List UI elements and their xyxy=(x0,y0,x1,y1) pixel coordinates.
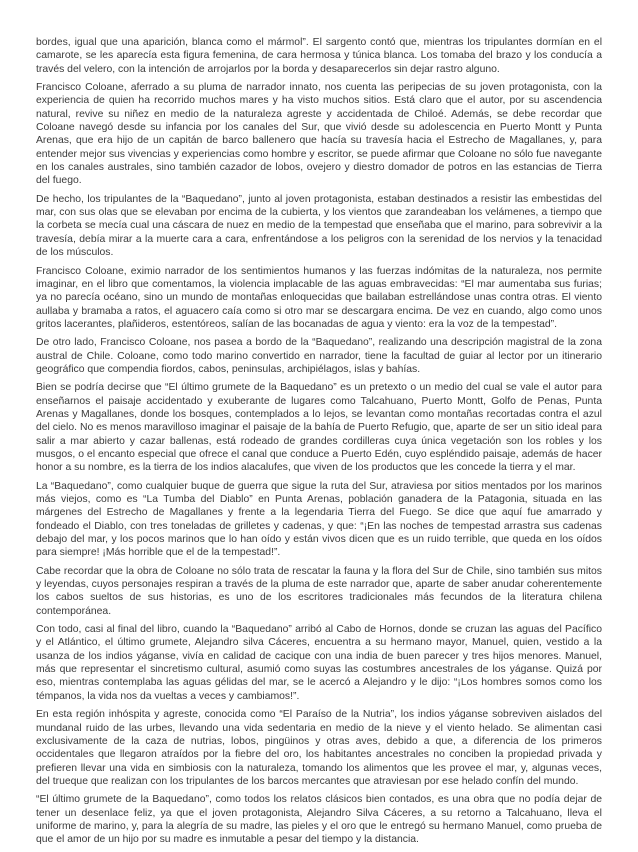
paragraph: De otro lado, Francisco Coloane, nos pasea a bordo de la “Baquedano”, realizando una descripción magistral de la zona austral de Chile. Coloane, como todo marino convertido en narrador, tiene la facultad de guiar al lector por un itinerario geográfico que compendia fiordos, cabos, peninsulas, archipiélagos, islas y bahías. xyxy=(36,337,602,375)
paragraph: La “Baquedano”, como cualquier buque de guerra que sigue la ruta del Sur, atraviesa por sitios mentados por los marinos más viejos, como es “La Tumba del Diablo” en Punta Arenas, población ganadera de la Patagonia, situada en las márgenes del Estrecho de Magallanes y frente a la legendaria Tierra del Fuego. Se dice que aquí fue amarrado y fondeado el Diablo, con tres toneladas de grilletes y cadenas, y que: “¡En las noches de tempestad arrastra sus cadenas debajo del mar, y los pocos marinos que lo han oído y están vivos dicen que es un ruido terrible, que queda en los oídos para siempre! ¡Más horrible que el de la tempestad!”. xyxy=(36,480,602,559)
document-page xyxy=(36,36,602,852)
paragraph: “El último grumete de la Baquedano”, como todos los relatos clásicos bien contados, es una obra que no podía dejar de tener un desenlace feliz, ya que el joven protagonista, Alejandro Silva Cáceres, a su retorno a Talcahuano, lleva el uniforme de marino, y, para la alegría de su madre, las pieles y el oro que le entregó su hermano Manuel, como prueba de que el amor de un hijo por su madre es inmutable a pesar del tiempo y la distancia. xyxy=(36,794,602,846)
paragraph: Cabe recordar que la obra de Coloane no sólo trata de rescatar la fauna y la flora del Sur de Chile, sino también sus mitos y leyendas, cuyos personajes respiran a través de la pluma de este narrador que, aparte de saber anudar coherentemente los cabos sueltos de sus historias, es uno de los escritores tradicionales más fecundos de la literatura chilena contemporánea. xyxy=(36,565,602,617)
paragraph: Bien se podría decirse que “El último grumete de la Baquedano” es un pretexto o un medio del cual se vale el autor para enseñarnos el paisaje accidentado y exuberante de lugares como Talcahuano, Puerto Montt, Golfo de Penas, Punta Arenas y Magallanes, donde los bosques, contemplados a lo lejos, se levantan como montañas recortadas contra el azul del cielo. No es menos maravilloso imaginar el paisaje de la bahía de Puerto Refugio, que, aparte de ser un sitio ideal para salir a mar abierto y cazar ballenas, está rodeado de grandes cordilleras cuya única vegetación son los robles y los musgos, o el encanto especial que ofrece el canal que conduce a Puerto Edén, cuyo espléndido paisaje, además de hacer honor a su nombre, es la tierra de los indios alacalufes, que viven de los productos que les concede la tierra y el mar. xyxy=(36,382,602,474)
paragraph: bordes, igual que una aparición, blanca como el mármol”. El sargento contó que, mientras los tripulantes dormían en el camarote, se les aparecía esta figura femenina, de cara hermosa y túnica blanca. Los tomaba del brazo y los conducía a través del velero, con la intención de arrojarlos por la borda y desaparecerlos sin dejar rastro alguno. xyxy=(36,37,602,75)
paragraph: Con todo, casi al final del libro, cuando la “Baquedano” arribó al Cabo de Hornos, donde se cruzan las aguas del Pacífico y el Atlántico, el último grumete, Alejandro silva Cáceres, encuentra a su hermano mayor, Manuel, quien, vestido a la usanza de los indios yáganse, vivía en calidad de cacique con una india de buen parecer y tres hijos menores. Manuel, más que representar el sincretismo cultural, asumió como suyas las costumbres ancestrales de los yáganse. Quizá por eso, mientras contemplaba las aguas gélidas del mar, se le acercó a Alejandro y le dijo: “¡Los hombres somos como los témpanos, la vida nos da vueltas a veces y cambiamos!”. xyxy=(36,624,602,702)
paragraph: En esta región inhóspita y agreste, conocida como “El Paraíso de la Nutria”, los indios yáganse sobreviven aislados del mundanal ruido de las urbes, llevando una vida sedentaria en medio de la nieve y el viento helado. Se alimentan casi exclusivamente de la caza de nutrias, lobos, pingüinos y otras aves, debido a que, a diferencia de los primeros occidentales que llegaron atraídos por la fiebre del oro, los habitantes ancestrales no conciben la propiedad privada y prefieren llevar una vida en simbiosis con la naturaleza, tomando los alimentos que les provee el mar, y, algunas veces, del trueque que realizan con los tripulantes de los barcos mercantes que atraviesan por ese helado confín del mundo. xyxy=(36,709,602,787)
paragraph: Francisco Coloane, aferrado a su pluma de narrador innato, nos cuenta las peripecias de su joven protagonista, con la experiencia de quien ha recorrido muchos mares y ha visto muchos sitios. Está claro que el autor, por su ascendencia natural, revive su niñez en medio de la naturaleza agreste y accidentada de Chiloé. Además, se debe recordar que Coloane navegó desde su infancia por los canales del Sur, que vivió desde su adolescencia en Puerto Montt y Punta Arenas, que era hijo de un capitán de barco ballenero que hacía su travesía hacia el Estrecho de Magallanes, y, para entender mejor sus vivencias y experiencias como hombre y escritor, se puede afirmar que Coloane no sólo fue navegante en los canales australes, sino también cazador de lobos, ovejero y diestro domador de potros en las estancias de Tierra del fuego. xyxy=(36,82,602,187)
paragraph: De hecho, los tripulantes de la “Baquedano”, junto al joven protagonista, estaban destinados a resistir las embestidas del mar, con sus olas que se elevaban por encima de la cubierta, y los vientos que zarandeaban los velámenes, a tiempo que la corbeta se mecía cual una cáscara de nuez en medio de la tempestad que enseñaba que el marino, para sobrevivir a la travesía, debía mirar a la muerte cara a cara, enfrentándose a los peligros con la serenidad de los nervios y la tenacidad de los músculos. xyxy=(36,193,602,259)
paragraph: Francisco Coloane, eximio narrador de los sentimientos humanos y las fuerzas indómitas de la naturaleza, nos permite imaginar, en el libro que comentamos, la violencia implacable de las aguas embravecidas: “El mar aumentaba sus furias; ya no parecía océano, sino un mundo de montañas enloquecidas que bailaban estrellándose unas contra otras. El viento aullaba y bramaba a ratos, el aguacero caía como si otro mar se descargara encima. De vez en cuando, algo como unos gritos lacerantes, plañideros, estentóreos, salían de las bocanadas de agua y viento: era la voz de la tempestad”. xyxy=(36,265,602,330)
